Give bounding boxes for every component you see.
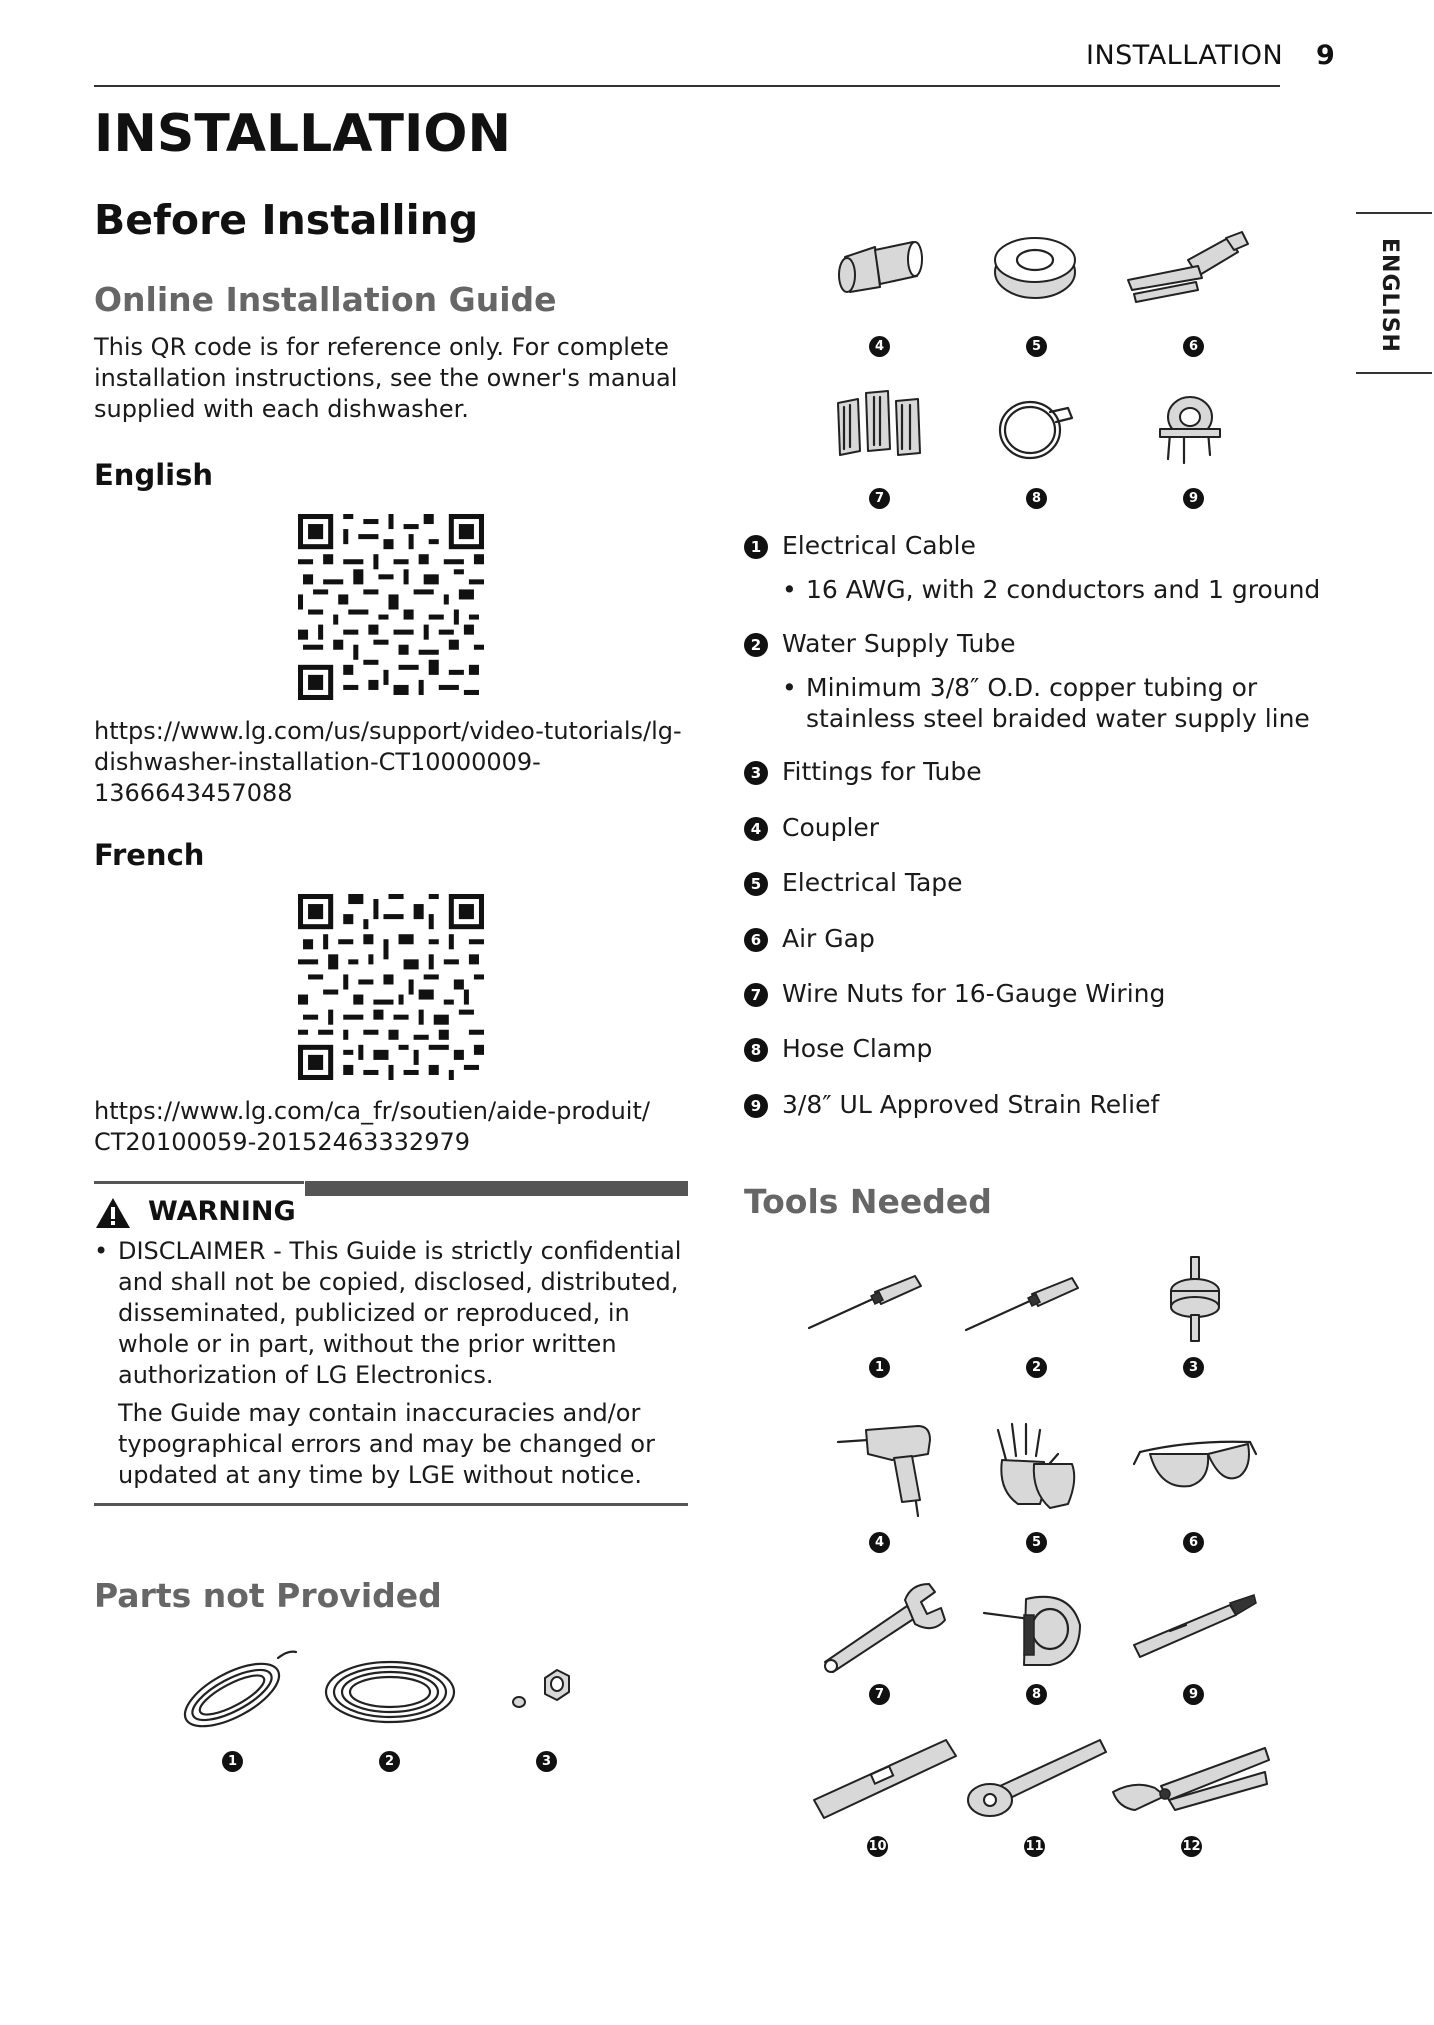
parts-list-badge-4: 4 (744, 817, 768, 841)
section-heading: Before Installing (94, 196, 479, 244)
tools-badge-4: 4 (869, 1532, 890, 1553)
tools-badge-7: 7 (869, 1684, 890, 1705)
header-rule (94, 85, 1280, 87)
parts-not-provided-heading: Parts not Provided (94, 1576, 442, 1615)
parts-not-provided-badge-2: 2 (379, 1751, 400, 1772)
english-url-line3[interactable]: 1366643457088 (94, 779, 293, 807)
warning-line-5: authorization of LG Electronics. (118, 1361, 494, 1389)
sub-bullet-dot: • (782, 575, 797, 604)
running-header: INSTALLATION (1086, 40, 1284, 71)
adjustable-wrench-illustration (815, 1578, 955, 1678)
tools-badge-5: 5 (1026, 1532, 1047, 1553)
online-guide-text: This QR code is for reference only. For complete installation instructions, see the owner's manual supplied with each dishwasher. (94, 333, 678, 423)
parts-list-label-9: 3/8″ UL Approved Strain Relief (782, 1090, 1160, 1119)
tools-badge-11: 11 (1024, 1836, 1045, 1857)
tools-badge-2: 2 (1026, 1357, 1047, 1378)
parts-list-label-3: Fittings for Tube (782, 757, 982, 786)
parts-not-provided-badge-1: 1 (222, 1751, 243, 1772)
parts-badge-8: 8 (1026, 488, 1047, 509)
parts-badge-5: 5 (1026, 336, 1047, 357)
warning-line-3: disseminated, publicized or reproduced, in (118, 1299, 630, 1327)
warning-triangle-icon (94, 1196, 132, 1230)
parts-list-badge-2: 2 (744, 633, 768, 657)
tools-badge-6: 6 (1183, 1532, 1204, 1553)
parts-list-badge-3: 3 (744, 761, 768, 785)
parts-badge-6: 6 (1183, 336, 1204, 357)
tools-needed-heading: Tools Needed (744, 1182, 992, 1221)
warning-top-rule (94, 1181, 304, 1184)
hose-clamp-illustration (990, 390, 1080, 465)
parts-list-badge-6: 6 (744, 928, 768, 952)
air-gap-illustration (1118, 230, 1258, 310)
french-qr-code[interactable] (298, 894, 484, 1080)
parts-list-label-8: Hose Clamp (782, 1034, 933, 1063)
coupler-illustration (835, 232, 925, 302)
warning-line-1: DISCLAIMER - This Guide is strictly confidential (118, 1237, 682, 1265)
parts-list-label-1: Electrical Cable (782, 531, 976, 560)
tools-badge-8: 8 (1026, 1684, 1047, 1705)
parts-list-label-5: Electrical Tape (782, 868, 963, 897)
tools-badge-3: 3 (1183, 1357, 1204, 1378)
drill-illustration (832, 1420, 942, 1520)
utility-knife-illustration (1130, 1585, 1260, 1665)
page-number: 9 (1316, 40, 1335, 71)
level-illustration (810, 1730, 960, 1830)
parts-list-label-6: Air Gap (782, 924, 875, 953)
english-heading: English (94, 458, 214, 492)
french-url-line1[interactable]: https://www.lg.com/ca_fr/soutien/aide-produit/ (94, 1097, 650, 1125)
english-qr-code[interactable] (298, 514, 484, 700)
french-url-line2[interactable]: CT20100059-20152463332979 (94, 1128, 471, 1156)
language-tab-label: ENGLISH (1377, 238, 1402, 353)
water-supply-tube-illustration (320, 1650, 460, 1730)
warning-bottom-rule (94, 1503, 688, 1506)
pliers-illustration (1105, 1730, 1275, 1830)
parts-list-badge-5: 5 (744, 872, 768, 896)
online-guide-heading: Online Installation Guide (94, 280, 557, 319)
warning-line-4: whole or in part, without the prior written (118, 1330, 617, 1358)
english-url-line1[interactable]: https://www.lg.com/us/support/video-tutorials/lg- (94, 717, 682, 745)
parts-badge-7: 7 (869, 488, 890, 509)
language-side-tab (1356, 212, 1432, 374)
electrical-tape-illustration (990, 232, 1080, 302)
page-title: INSTALLATION (94, 104, 512, 164)
parts-list-badge-7: 7 (744, 983, 768, 1007)
parts-badge-4: 4 (869, 336, 890, 357)
warning-title: WARNING (148, 1196, 296, 1227)
hole-saw-illustration (1160, 1255, 1230, 1345)
sub-bullet-dot: • (782, 673, 797, 702)
warning-bar (305, 1181, 688, 1196)
parts-list-sub-1-1: 16 AWG, with 2 conductors and 1 ground (806, 575, 1321, 604)
parts-list-label-4: Coupler (782, 813, 880, 842)
wire-nuts-illustration (830, 385, 930, 465)
parts-badge-9: 9 (1183, 488, 1204, 509)
tools-badge-1: 1 (869, 1357, 890, 1378)
parts-list-label-7: Wire Nuts for 16-Gauge Wiring (782, 979, 1166, 1008)
tools-badge-10: 10 (867, 1836, 888, 1857)
warning-note-3: updated at any time by LGE without notice. (118, 1461, 643, 1489)
gloves-illustration (988, 1420, 1088, 1520)
tools-badge-9: 9 (1183, 1684, 1204, 1705)
electrical-cable-illustration (170, 1640, 300, 1740)
fittings-illustration (505, 1660, 585, 1720)
parts-list-badge-1: 1 (744, 535, 768, 559)
warning-bullet-dot: • (94, 1237, 109, 1265)
parts-list-label-2: Water Supply Tube (782, 629, 1016, 658)
warning-note-2: typographical errors and may be changed or (118, 1430, 655, 1458)
safety-glasses-illustration (1130, 1430, 1260, 1510)
strain-relief-illustration (1150, 385, 1230, 465)
ratchet-wrench-illustration (960, 1730, 1110, 1830)
french-heading: French (94, 838, 205, 872)
parts-not-provided-badge-3: 3 (536, 1751, 557, 1772)
parts-list-sub-2-2: stainless steel braided water supply line (806, 704, 1310, 733)
flathead-screwdriver-illustration (805, 1268, 925, 1338)
tools-badge-12: 12 (1181, 1836, 1202, 1857)
parts-list-badge-8: 8 (744, 1038, 768, 1062)
phillips-screwdriver-illustration (962, 1268, 1082, 1338)
parts-list-sub-2-1: Minimum 3/8″ O.D. copper tubing or (806, 673, 1258, 702)
tape-measure-illustration (980, 1585, 1090, 1675)
english-url-line2[interactable]: dishwasher-installation-CT10000009- (94, 748, 541, 776)
parts-list-badge-9: 9 (744, 1094, 768, 1118)
warning-note-1: The Guide may contain inaccuracies and/or (118, 1399, 641, 1427)
warning-line-2: and shall not be copied, disclosed, distributed, (118, 1268, 679, 1296)
